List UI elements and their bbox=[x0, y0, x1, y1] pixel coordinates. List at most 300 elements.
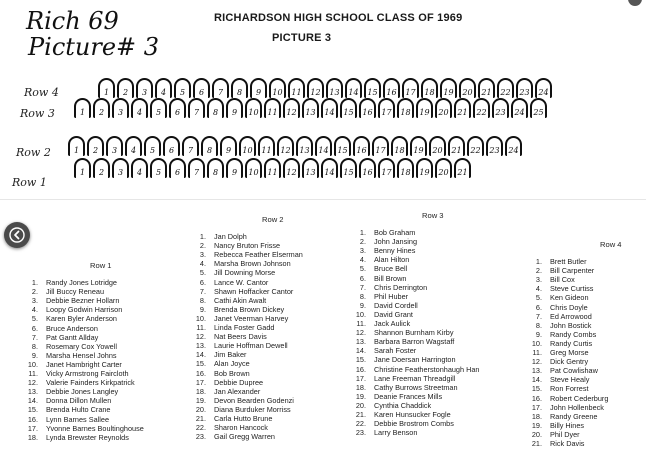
list-item bbox=[12, 396, 144, 405]
item-number: 9. bbox=[535, 329, 542, 339]
person-head-marker bbox=[516, 78, 533, 98]
item-number: 7. bbox=[199, 286, 206, 296]
person-head-marker bbox=[505, 136, 522, 156]
photo-row-label: Row 1 bbox=[12, 176, 47, 189]
item-name: Jack Aulick bbox=[374, 319, 411, 329]
list-item bbox=[516, 439, 622, 448]
list-item bbox=[12, 360, 144, 369]
section-divider bbox=[0, 199, 646, 200]
head-number: 22 bbox=[476, 108, 487, 117]
head-number: 14 bbox=[348, 88, 359, 97]
person-head-marker bbox=[302, 98, 319, 118]
head-number: 7 bbox=[217, 88, 224, 97]
person-head-marker bbox=[429, 136, 446, 156]
list-item bbox=[516, 348, 622, 357]
head-number: 18 bbox=[424, 88, 435, 97]
list-item bbox=[516, 330, 622, 339]
list-item bbox=[340, 428, 479, 437]
item-name: Phil Huber bbox=[374, 291, 409, 301]
head-number: 20 bbox=[438, 108, 449, 117]
person-head-marker bbox=[231, 78, 248, 98]
item-number: 23. bbox=[355, 428, 366, 438]
item-name: Ron Forrest bbox=[550, 384, 589, 394]
list-item bbox=[12, 342, 144, 351]
item-name: Dick Gentry bbox=[550, 357, 589, 367]
person-head-marker bbox=[535, 78, 552, 98]
item-number: 5. bbox=[359, 264, 366, 274]
head-number: 19 bbox=[419, 168, 430, 177]
head-number: 23 bbox=[495, 108, 506, 117]
item-name: Donna Dillon Mullen bbox=[46, 396, 112, 406]
item-name: Nancy Bruton Frisse bbox=[214, 241, 281, 251]
head-number: 24 bbox=[508, 146, 519, 155]
item-number: 1. bbox=[31, 278, 38, 288]
list-item bbox=[516, 257, 622, 266]
person-head-marker bbox=[378, 98, 395, 118]
person-head-marker bbox=[511, 98, 528, 118]
person-head-marker bbox=[264, 158, 281, 178]
head-number: 17 bbox=[381, 108, 392, 117]
person-head-marker bbox=[258, 136, 275, 156]
head-number: 25 bbox=[533, 108, 544, 117]
list-item bbox=[516, 403, 622, 412]
head-number: 11 bbox=[267, 168, 278, 177]
list-item bbox=[12, 333, 144, 342]
item-name: Jim Baker bbox=[214, 350, 247, 360]
item-name: Nat Beers Davis bbox=[214, 332, 267, 342]
item-number: 18. bbox=[355, 382, 366, 392]
item-name: Marsha Hensel Johns bbox=[46, 350, 117, 360]
list-item bbox=[180, 250, 303, 259]
item-number: 21. bbox=[531, 438, 542, 448]
person-head-marker bbox=[226, 98, 243, 118]
arrow-left-icon bbox=[9, 227, 25, 243]
item-number: 9. bbox=[199, 304, 206, 314]
item-name: Lynn Barnes Sallee bbox=[46, 414, 110, 424]
item-number: 19. bbox=[531, 420, 542, 430]
list-item bbox=[340, 237, 479, 246]
person-head-marker bbox=[321, 98, 338, 118]
item-number: 16. bbox=[355, 364, 366, 374]
item-number: 14. bbox=[27, 396, 38, 406]
item-name: Greg Morse bbox=[550, 348, 589, 358]
list-item bbox=[180, 287, 303, 296]
list-item bbox=[340, 328, 479, 337]
item-name: John Bostick bbox=[550, 320, 592, 330]
person-head-marker bbox=[326, 78, 343, 98]
list-item bbox=[340, 355, 479, 364]
list-item bbox=[12, 314, 144, 323]
item-name: Marsha Brown Johnson bbox=[214, 259, 291, 269]
person-head-marker bbox=[93, 158, 110, 178]
person-head-marker bbox=[106, 136, 123, 156]
person-head-marker bbox=[283, 98, 300, 118]
item-name: Deanie Frances Mills bbox=[374, 391, 443, 401]
item-name: Debbie Jones Langley bbox=[46, 387, 119, 397]
item-number: 1. bbox=[359, 228, 366, 238]
head-number: 5 bbox=[149, 146, 156, 155]
list-item bbox=[340, 365, 479, 374]
item-number: 20. bbox=[355, 400, 366, 410]
head-number: 5 bbox=[155, 108, 162, 117]
list-item bbox=[516, 394, 622, 403]
head-number: 15 bbox=[337, 146, 348, 155]
person-head-marker bbox=[435, 158, 452, 178]
handwritten-title-2: Picture# 3 bbox=[28, 33, 160, 61]
person-head-marker bbox=[492, 98, 509, 118]
head-number: 24 bbox=[538, 88, 549, 97]
item-name: Janet Hambright Carter bbox=[46, 359, 122, 369]
head-number: 2 bbox=[122, 88, 129, 97]
person-head-marker bbox=[378, 158, 395, 178]
list-item bbox=[12, 387, 144, 396]
list-item bbox=[516, 312, 622, 321]
list-item bbox=[180, 268, 303, 277]
person-head-marker bbox=[169, 158, 186, 178]
item-number: 13. bbox=[355, 337, 366, 347]
person-head-marker bbox=[372, 136, 389, 156]
item-name: Rosemary Cox Yowell bbox=[46, 341, 117, 351]
person-head-marker bbox=[321, 158, 338, 178]
person-head-marker bbox=[364, 78, 381, 98]
list-item bbox=[516, 366, 622, 375]
head-number: 13 bbox=[299, 146, 310, 155]
item-number: 14. bbox=[195, 350, 206, 360]
item-number: 7. bbox=[31, 332, 38, 342]
item-number: 4. bbox=[535, 284, 542, 294]
list-item bbox=[12, 378, 144, 387]
item-name: Brenda Hulto Crane bbox=[46, 405, 111, 415]
item-name: Karen Hunsucker Fogle bbox=[374, 409, 451, 419]
list-item bbox=[516, 275, 622, 284]
head-number: 21 bbox=[457, 108, 468, 117]
person-head-marker bbox=[212, 78, 229, 98]
item-number: 6. bbox=[31, 323, 38, 333]
list-item bbox=[340, 301, 479, 310]
person-head-marker bbox=[125, 136, 142, 156]
item-name: Shannon Burnham Kirby bbox=[374, 328, 454, 338]
list-item bbox=[516, 266, 622, 275]
head-number: 13 bbox=[305, 168, 316, 177]
head-number: 8 bbox=[212, 108, 219, 117]
item-number: 1. bbox=[535, 257, 542, 267]
item-number: 2. bbox=[199, 241, 206, 251]
item-name: Bill Carpenter bbox=[550, 266, 595, 276]
item-number: 23. bbox=[195, 432, 206, 442]
head-number: 21 bbox=[451, 146, 462, 155]
item-number: 18. bbox=[195, 386, 206, 396]
list-item bbox=[340, 401, 479, 410]
item-name: Pat Cowlishaw bbox=[550, 366, 598, 376]
column-header: Row 3 bbox=[422, 211, 444, 220]
item-name: Jane Doersan Harrington bbox=[374, 355, 456, 365]
head-number: 23 bbox=[519, 88, 530, 97]
list-item bbox=[180, 296, 303, 305]
item-name: Carla Hutto Brune bbox=[214, 413, 273, 423]
list-item bbox=[340, 283, 479, 292]
person-head-marker bbox=[440, 78, 457, 98]
item-number: 16. bbox=[531, 393, 542, 403]
item-name: Larry Benson bbox=[374, 428, 418, 438]
handwritten-title-1: Rich 69 bbox=[26, 7, 119, 35]
item-number: 11. bbox=[532, 348, 542, 358]
person-head-marker bbox=[117, 78, 134, 98]
item-number: 14. bbox=[531, 375, 542, 385]
head-number: 22 bbox=[500, 88, 511, 97]
head-number: 1 bbox=[79, 168, 86, 177]
person-head-marker bbox=[454, 158, 471, 178]
person-head-marker bbox=[239, 136, 256, 156]
person-head-marker bbox=[421, 78, 438, 98]
list-item bbox=[12, 433, 144, 442]
list-item bbox=[516, 339, 622, 348]
person-head-marker bbox=[144, 136, 161, 156]
list-item bbox=[340, 392, 479, 401]
item-number: 2. bbox=[535, 266, 542, 276]
names-column-row-2 bbox=[180, 215, 303, 441]
item-number: 4. bbox=[199, 259, 206, 269]
head-number: 3 bbox=[141, 88, 148, 97]
person-head-marker bbox=[359, 98, 376, 118]
list-item bbox=[12, 324, 144, 333]
item-name: Gail Gregg Warren bbox=[214, 432, 275, 442]
person-head-marker bbox=[416, 158, 433, 178]
list-item bbox=[340, 310, 479, 319]
person-head-marker bbox=[397, 158, 414, 178]
list-item bbox=[340, 228, 479, 237]
list-item bbox=[340, 337, 479, 346]
item-name: John Jansing bbox=[374, 237, 418, 247]
head-number: 10 bbox=[242, 146, 253, 155]
item-number: 16. bbox=[27, 414, 38, 424]
item-name: Lance W. Cantor bbox=[214, 277, 269, 287]
head-number: 15 bbox=[343, 108, 354, 117]
person-head-marker bbox=[207, 158, 224, 178]
item-name: Alan Joyce bbox=[214, 359, 250, 369]
item-number: 10. bbox=[27, 359, 38, 369]
item-name: Jill Downing Morse bbox=[214, 268, 276, 278]
item-name: Valerie Fainders Kirkpatrick bbox=[46, 378, 135, 388]
list-item bbox=[180, 259, 303, 268]
head-number: 21 bbox=[481, 88, 492, 97]
list-item bbox=[180, 278, 303, 287]
head-number: 6 bbox=[168, 146, 175, 155]
item-number: 8. bbox=[359, 291, 366, 301]
head-number: 9 bbox=[255, 88, 262, 97]
item-number: 6. bbox=[535, 302, 542, 312]
head-number: 17 bbox=[405, 88, 416, 97]
person-head-marker bbox=[288, 78, 305, 98]
list-item bbox=[180, 432, 303, 441]
item-name: Robert Cederburg bbox=[550, 393, 609, 403]
head-number: 1 bbox=[79, 108, 86, 117]
person-head-marker bbox=[226, 158, 243, 178]
item-number: 11. bbox=[356, 319, 366, 329]
item-number: 17. bbox=[195, 377, 206, 387]
person-head-marker bbox=[150, 98, 167, 118]
head-number: 7 bbox=[193, 168, 200, 177]
list-item bbox=[180, 359, 303, 368]
photo-row-label: Row 4 bbox=[24, 86, 59, 99]
person-head-marker bbox=[459, 78, 476, 98]
head-number: 20 bbox=[432, 146, 443, 155]
head-number: 9 bbox=[231, 168, 238, 177]
item-name: Rick Davis bbox=[550, 438, 585, 448]
item-number: 13. bbox=[531, 366, 542, 376]
head-number: 6 bbox=[174, 168, 181, 177]
item-number: 12. bbox=[531, 357, 542, 367]
head-number: 16 bbox=[362, 108, 373, 117]
item-number: 18. bbox=[27, 432, 38, 442]
item-number: 20. bbox=[531, 429, 542, 439]
item-number: 17. bbox=[27, 423, 38, 433]
head-number: 19 bbox=[413, 146, 424, 155]
head-number: 4 bbox=[136, 108, 143, 117]
item-name: David Cordell bbox=[374, 300, 418, 310]
item-number: 1. bbox=[199, 232, 206, 242]
item-number: 11. bbox=[28, 369, 38, 379]
list-item bbox=[180, 378, 303, 387]
item-number: 4. bbox=[359, 255, 366, 265]
item-name: Bruce Anderson bbox=[46, 323, 98, 333]
list-item bbox=[180, 423, 303, 432]
list-item bbox=[12, 351, 144, 360]
item-name: Barbara Barron Wagstaff bbox=[374, 337, 455, 347]
list-item bbox=[180, 414, 303, 423]
column-header: Row 1 bbox=[90, 261, 112, 270]
item-name: Brenda Brown Dickey bbox=[214, 304, 285, 314]
item-number: 13. bbox=[27, 387, 38, 397]
item-name: Cathi Akin Awalt bbox=[214, 295, 267, 305]
person-head-marker bbox=[277, 136, 294, 156]
item-name: Laurie Hoffman Dewell bbox=[214, 341, 288, 351]
item-name: Shawn Hoffacker Cantor bbox=[214, 286, 294, 296]
list-item bbox=[340, 410, 479, 419]
person-head-marker bbox=[391, 136, 408, 156]
back-button[interactable] bbox=[4, 222, 30, 248]
item-name: Linda Foster Gadd bbox=[214, 323, 275, 333]
person-head-marker bbox=[454, 98, 471, 118]
photo-row-heads bbox=[74, 98, 549, 118]
head-number: 18 bbox=[400, 168, 411, 177]
item-number: 11. bbox=[196, 323, 206, 333]
head-number: 17 bbox=[381, 168, 392, 177]
item-name: Steve Curtiss bbox=[550, 284, 594, 294]
person-head-marker bbox=[131, 158, 148, 178]
item-name: Alan Hilton bbox=[374, 255, 410, 265]
person-head-marker bbox=[448, 136, 465, 156]
list-item bbox=[180, 305, 303, 314]
person-head-marker bbox=[264, 98, 281, 118]
head-number: 1 bbox=[73, 146, 80, 155]
photo-row-label: Row 3 bbox=[20, 107, 55, 120]
list-item bbox=[516, 284, 622, 293]
person-head-marker bbox=[416, 98, 433, 118]
head-number: 20 bbox=[438, 168, 449, 177]
person-head-marker bbox=[188, 158, 205, 178]
item-number: 2. bbox=[31, 287, 38, 297]
item-name: Bob Graham bbox=[374, 228, 416, 238]
head-number: 13 bbox=[305, 108, 316, 117]
corner-button[interactable] bbox=[628, 0, 642, 6]
list-item bbox=[516, 430, 622, 439]
list-item bbox=[516, 412, 622, 421]
head-number: 12 bbox=[286, 168, 297, 177]
head-number: 14 bbox=[324, 108, 335, 117]
person-head-marker bbox=[93, 98, 110, 118]
list-item bbox=[340, 383, 479, 392]
list-item bbox=[180, 369, 303, 378]
list-item bbox=[516, 321, 622, 330]
head-number: 2 bbox=[98, 108, 105, 117]
item-number: 5. bbox=[31, 314, 38, 324]
list-item bbox=[340, 255, 479, 264]
head-number: 15 bbox=[343, 168, 354, 177]
person-head-marker bbox=[402, 78, 419, 98]
item-name: Cynthia Chaddick bbox=[374, 400, 432, 410]
list-item bbox=[12, 424, 144, 433]
item-name: Sharon Hancock bbox=[214, 423, 268, 433]
head-number: 16 bbox=[356, 146, 367, 155]
item-name: David Grant bbox=[374, 309, 413, 319]
photo-row-heads bbox=[98, 78, 554, 98]
item-number: 14. bbox=[355, 346, 366, 356]
list-item bbox=[516, 375, 622, 384]
person-head-marker bbox=[397, 98, 414, 118]
person-head-marker bbox=[131, 98, 148, 118]
item-number: 16. bbox=[195, 368, 206, 378]
item-name: Brett Butler bbox=[550, 257, 587, 267]
photo-row-heads bbox=[74, 158, 473, 178]
person-head-marker bbox=[245, 158, 262, 178]
head-number: 8 bbox=[206, 146, 213, 155]
list-item bbox=[340, 346, 479, 355]
list-item bbox=[180, 314, 303, 323]
person-head-marker bbox=[74, 98, 91, 118]
item-number: 7. bbox=[359, 282, 366, 292]
item-name: Sarah Foster bbox=[374, 346, 417, 356]
list-item bbox=[516, 303, 622, 312]
list-item bbox=[340, 264, 479, 273]
head-number: 12 bbox=[310, 88, 321, 97]
person-head-marker bbox=[435, 98, 452, 118]
item-name: Billy Hines bbox=[550, 420, 585, 430]
person-head-marker bbox=[334, 136, 351, 156]
photo-row-label: Row 2 bbox=[16, 146, 51, 159]
list-item bbox=[12, 305, 144, 314]
item-number: 22. bbox=[355, 419, 366, 429]
list-item bbox=[340, 246, 479, 255]
head-number: 4 bbox=[160, 88, 167, 97]
item-number: 21. bbox=[195, 413, 206, 423]
head-number: 10 bbox=[272, 88, 283, 97]
head-number: 16 bbox=[386, 88, 397, 97]
person-head-marker bbox=[201, 136, 218, 156]
person-head-marker bbox=[302, 158, 319, 178]
item-number: 4. bbox=[31, 305, 38, 315]
item-number: 13. bbox=[195, 341, 206, 351]
person-head-marker bbox=[497, 78, 514, 98]
item-name: Ken Gideon bbox=[550, 293, 589, 303]
person-head-marker bbox=[220, 136, 237, 156]
person-head-marker bbox=[245, 98, 262, 118]
person-head-marker bbox=[169, 98, 186, 118]
column-header: Row 2 bbox=[262, 215, 284, 224]
list-item bbox=[180, 232, 303, 241]
head-number: 24 bbox=[514, 108, 525, 117]
item-number: 10. bbox=[531, 338, 542, 348]
head-number: 11 bbox=[267, 108, 278, 117]
